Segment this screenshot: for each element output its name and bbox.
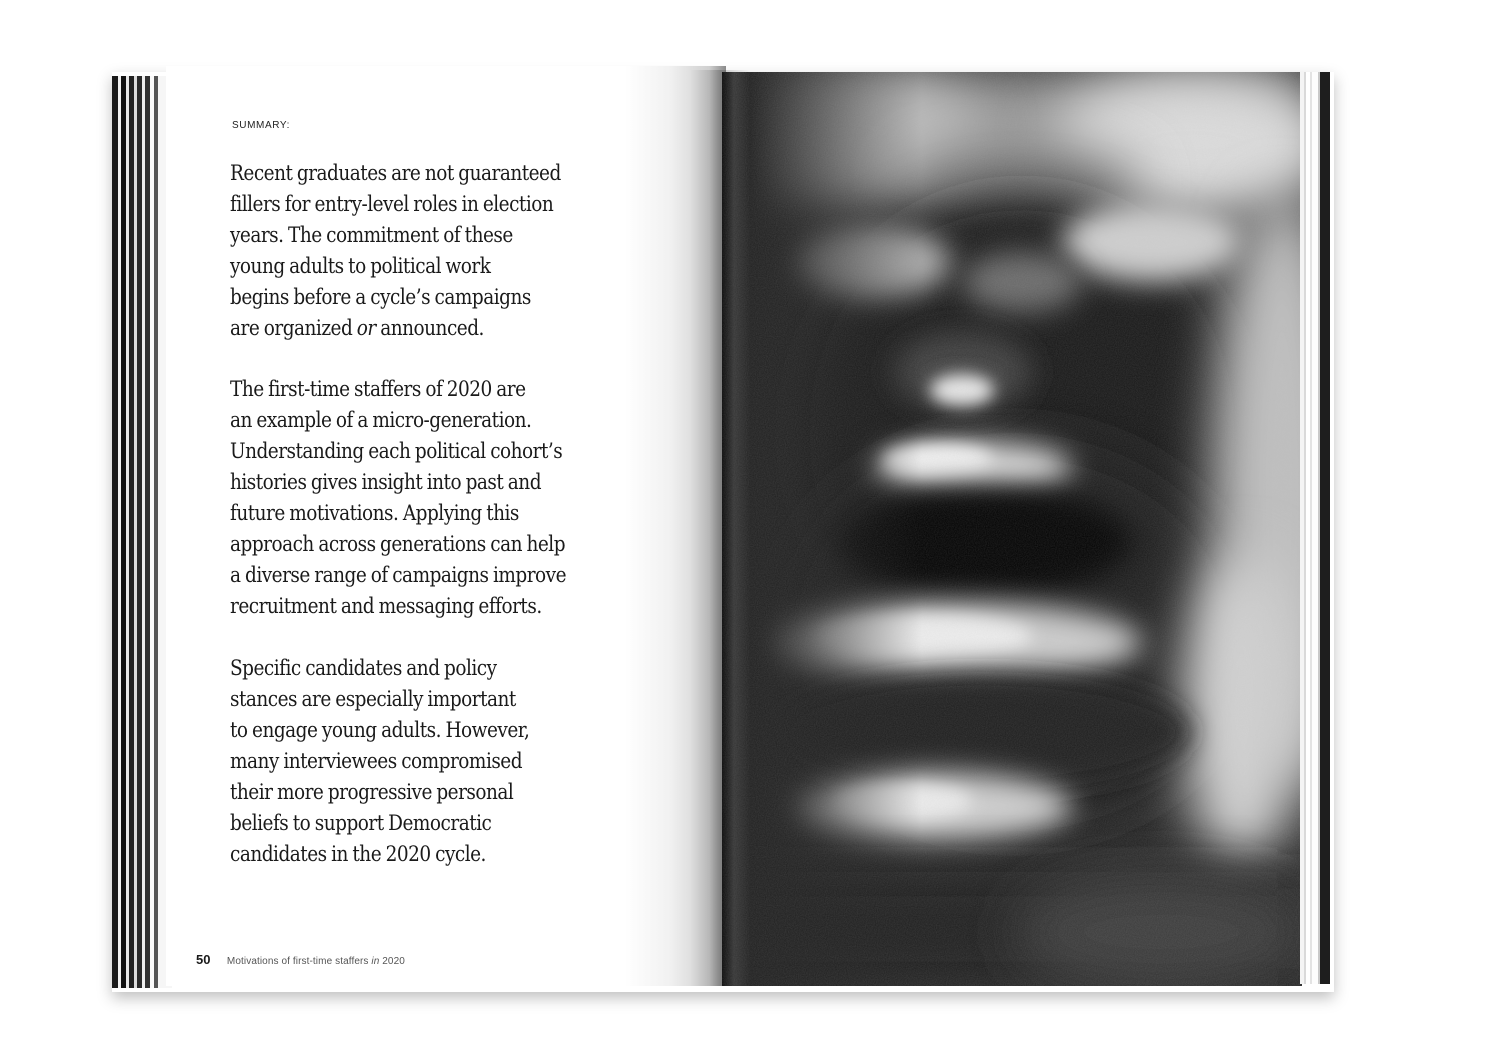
text-line: histories gives insight into past and (230, 470, 542, 495)
text-line: The first-time staffers of 2020 are (230, 377, 526, 402)
text-line: young adults to political work (230, 254, 491, 279)
text-line: fillers for entry-level roles in election (230, 192, 554, 217)
text-line: an example of a micro-generation. (230, 408, 532, 433)
paragraph-3 (230, 653, 610, 870)
page-number: 50 (196, 952, 211, 967)
summary-label: SUMMARY: (232, 120, 290, 131)
text-line: Recent graduates are not guaranteed (230, 161, 561, 186)
blurred-face-photo (722, 72, 1302, 986)
page-footer (196, 951, 405, 969)
right-page-edges (1300, 72, 1330, 984)
paragraph-1 (230, 158, 610, 344)
text-line: their more progressive personal (230, 780, 514, 805)
text-line: recruitment and messaging efforts. (230, 594, 542, 619)
text-line: years. The commitment of these (230, 223, 513, 248)
text-line: many interviewees compromised (230, 749, 523, 774)
text-line: candidates in the 2020 cycle. (230, 842, 486, 867)
text-line-last (230, 313, 557, 344)
text-run: are organized (230, 316, 357, 341)
text-line: to engage young adults. However, (230, 718, 530, 743)
text-line: Understanding each political cohort’s (230, 439, 563, 464)
text-line: approach across generations can help (230, 532, 566, 557)
text-run: announced. (375, 316, 484, 341)
text-line: a diverse range of campaigns improve (230, 563, 567, 588)
running-title-text: 2020 (379, 956, 405, 967)
photo-page (722, 72, 1302, 986)
paragraph-2 (230, 374, 610, 622)
text-line: Specific candidates and policy (230, 656, 497, 681)
emphasis-or: or (356, 316, 376, 341)
text-line: beliefs to support Democratic (230, 811, 492, 836)
text-line: begins before a cycle’s campaigns (230, 285, 531, 310)
text-line: future motivations. Applying this (230, 501, 519, 526)
text-line: stances are especially important (230, 687, 516, 712)
running-title (227, 956, 405, 967)
running-title-text: Motivations of first-time staffers (226, 956, 372, 967)
left-page-edges (112, 76, 172, 988)
running-title-em: in (371, 956, 380, 967)
